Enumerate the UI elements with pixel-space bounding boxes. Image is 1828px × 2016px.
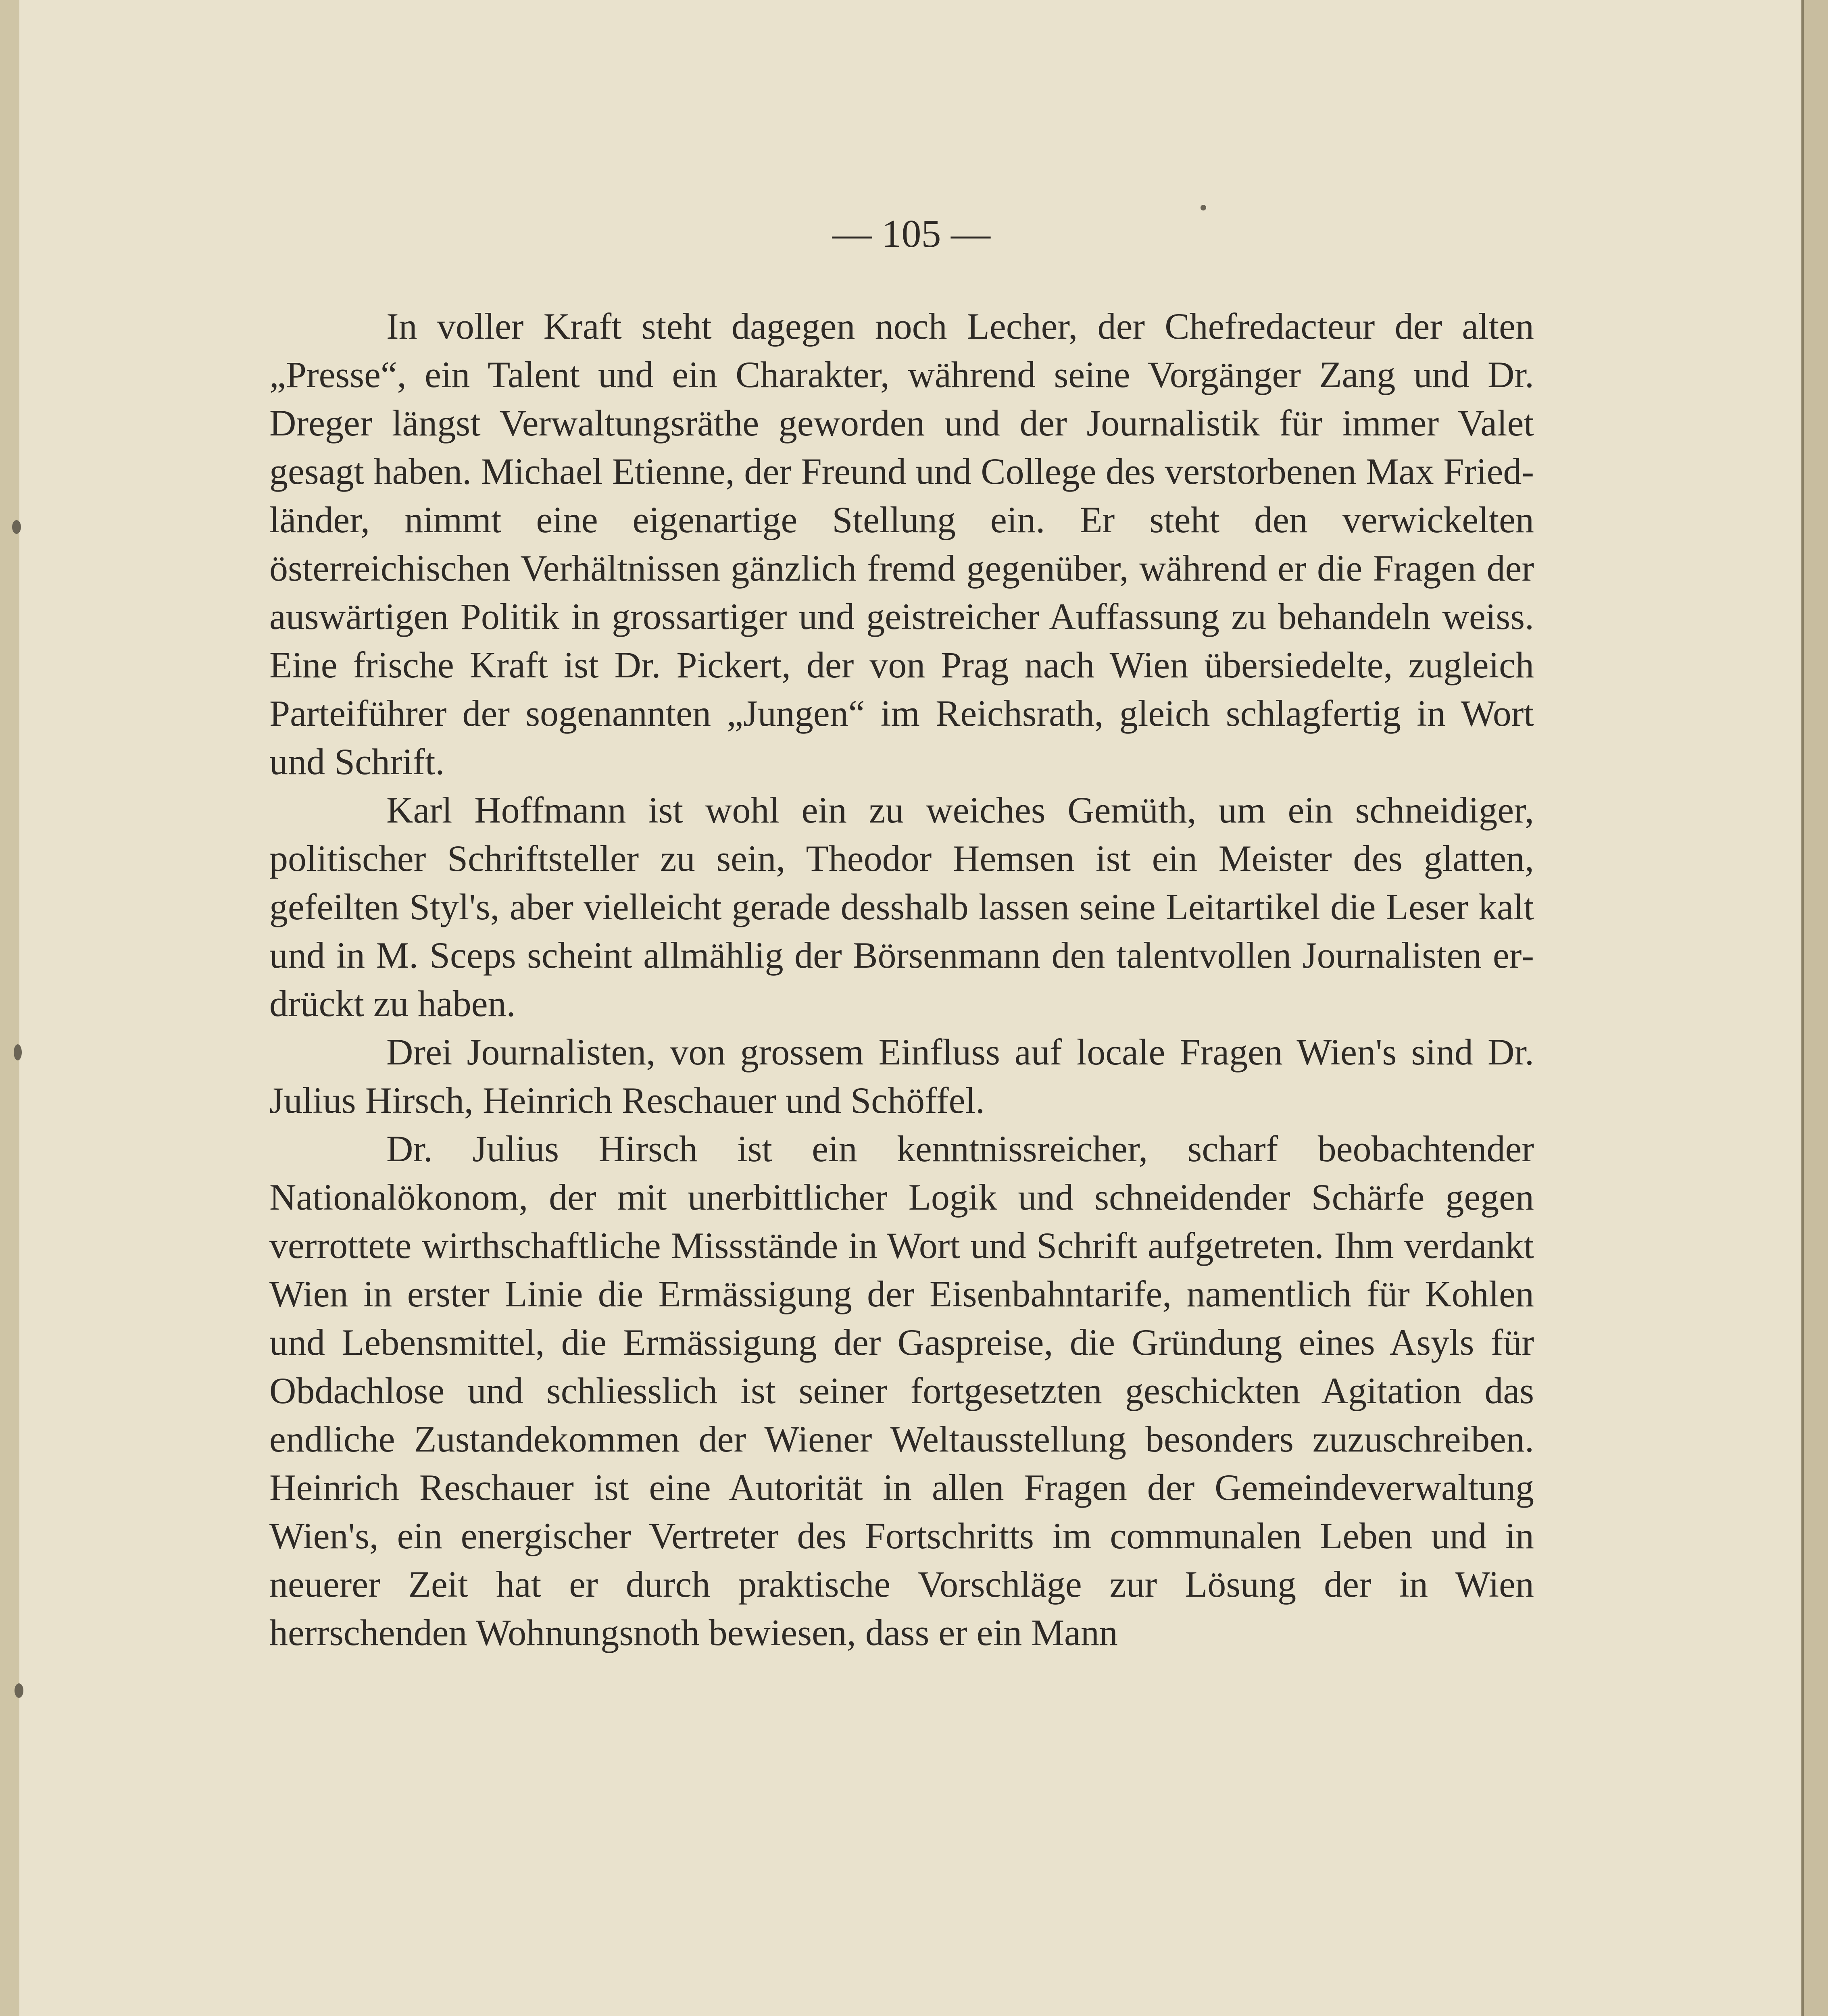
binding-mark [12,520,21,534]
page-right-edge [1804,0,1828,2016]
paragraph: Dr. Julius Hirsch ist ein kenntnissreicher, scharf beobachtender Nationalökonom, der mit unerbittlicher Logik und schneidender Schärfe gegen verrottete wirthschaftliche Missstände in Wort und Schrift aufgetreten. Ihm verdankt Wien in erster Linie die Ermässigung der Eisenbahntarife, namentlich für Kohlen und Lebensmittel, die Ermässigung der Gaspreise, die Gründung eines Asyls für Obdachlose und schliesslich ist seiner fortgesetzten geschickten Agitation das endliche Zustandekommen der Wiener Weltausstellung besonders zuzuschreiben. Heinrich Reschauer ist eine Autorität in allen Fragen der Gemeindeverwaltung Wien's, ein energischer Vertreter des Fortschritts im communalen Leben und in neuerer Zeit hat er durch praktische Vorschläge zur Lösung der in Wien herrschenden Wohnungsnoth bewiesen, dass er ein Mann [269,1128,1534,1653]
page-binding-edge [0,0,19,2016]
page-number: — 105 — [832,212,990,256]
binding-mark [15,1683,23,1698]
body-text [269,302,1534,1657]
paper-speck [1201,205,1206,210]
paragraph: Drei Journalisten, von grossem Einfluss auf locale Fragen Wien's sind Dr. Julius Hirsch, Heinrich Reschauer und Schöffel. [269,1031,1534,1121]
paragraph: In voller Kraft steht dagegen noch Lecher, der Chefredacteur der alten „Presse“, ein Talent und ein Charakter, während seine Vorgänger Zang und Dr. Dreger längst Verwaltungsräthe geworden und der Journalistik für immer Valet gesagt haben. Michael Etienne, der Freund und College des verstorbenen Max Friedländer, nimmt eine eigenartige Stellung ein. Er steht den verwickelten österreichischen Verhältnissen gänzlich fremd gegenüber, während er die Fragen der auswärtigen Politik in grossartiger und geistreicher Auffassung zu behandeln weiss. Eine frische Kraft ist Dr. Pickert, der von Prag nach Wien übersiedelte, zugleich Parteiführer der sogenannten „Jungen“ im Reichsrath, gleich schlagfertig in Wort und Schrift. [269,306,1534,782]
paragraph: Karl Hoffmann ist wohl ein zu weiches Gemüth, um ein schneidiger, politischer Schriftsteller zu sein, Theodor Hemsen ist ein Meister des glatten, gefeilten Styl's, aber vielleicht gerade desshalb lassen seine Leitartikel die Leser kalt und in M. Sceps scheint allmählig der Börsenmann den talentvollen Journalisten erdrückt zu haben. [269,789,1534,1024]
binding-mark [14,1044,22,1060]
